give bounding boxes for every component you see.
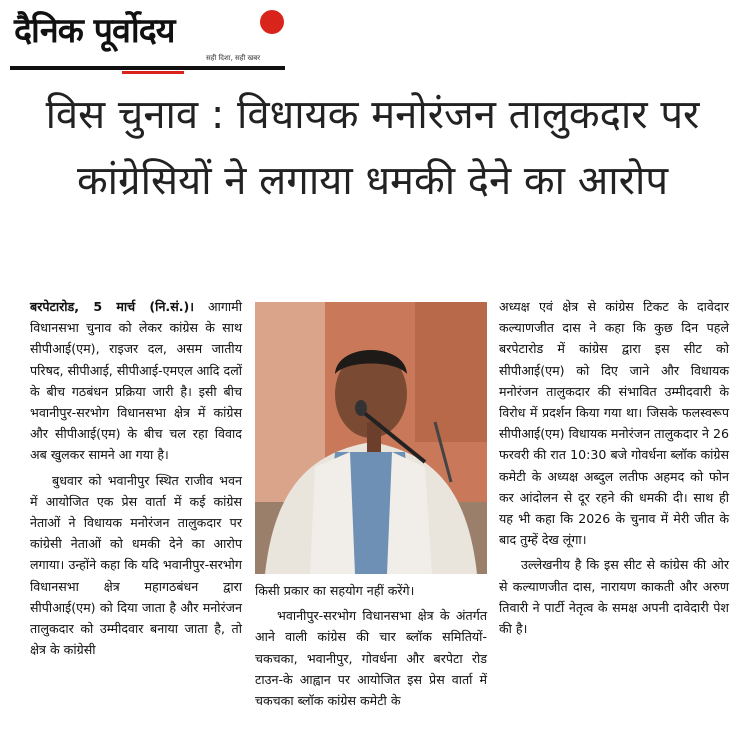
article-column-3 bbox=[499, 296, 729, 639]
article-column-2 bbox=[255, 580, 487, 711]
mla-speaking-photo bbox=[255, 302, 487, 574]
article-paragraph: बुधवार को भवानीपुर स्थित राजीव भवन में आयोजित एक प्रेस वार्ता में कई कांग्रेस नेताओं ने विधायक मनोरंजन तालुकदार पर कांग्रेसी नेताओं को धमकी देने का आरोप लगाया। उन्होंने कहा कि यदि भवानीपुर-सरभोग विधानसभा क्षेत्र महागठबंधन द्वारा सीपीआई(एम) को दिया जाता है और मनोरंजन तालुकदार को उम्मीदवार बनाया जाता है, तो क्षेत्र के कांग्रेसी bbox=[30, 472, 242, 658]
article-paragraph: किसी प्रकार का सहयोग नहीं करेंगे। bbox=[255, 583, 415, 598]
article-paragraph: अध्यक्ष एवं क्षेत्र से कांग्रेस टिकट के दावेदार कल्याणजीत दास ने कहा कि कुछ दिन पहले बरपेटारोड में कांग्रेस द्वारा इस सीट को सीपीआई(एम) को दिए जाने और विधायक मनोरंजन तालुकदार की संभावित उम्मीदवारी के विरोध में प्रदर्शन किया गया था। जिसके फलस्वरूप सीपीआई(एम) विधायक मनोरंजन तालुकदार ने 26 फरवरी की रात 10:30 बजे गोवर्धना ब्लॉक कांग्रेस कमेटी के अध्यक्ष अब्दुल लतीफ अहमद को फोन कर आंदोलन से दूर रहने की धमकी दी। साथ ही यह भी कहा कि 2026 के चुनाव में मेरी जीत के बाद तुम्हें देख लूंगा। bbox=[499, 299, 729, 548]
newspaper-title: दैनिक पूर्वोदय bbox=[14, 11, 175, 51]
article-paragraph: उल्लेखनीय है कि इस सीट से कांग्रेस की ओर से कल्याणजीत दास, नारायण काकती और अरुण तिवारी ने पार्टी नेतृत्व के समक्ष अपनी दावेदारी पेश की है। bbox=[499, 557, 729, 637]
newspaper-tagline: सही दिशा, सही खबर bbox=[206, 54, 261, 62]
article-photo bbox=[255, 302, 487, 574]
article-paragraph: भवानीपुर-सरभोग विधानसभा क्षेत्र के अंतर्गत आने वाली कांग्रेस की चार ब्लॉक समितियों-चकचका, भवानीपुर, गोवर्धना और बरपेटा रोड टाउन-के आह्वान पर आयोजित इस प्रेस वार्ता में चकचका ब्लॉक कांग्रेस कमेटी के bbox=[255, 608, 487, 709]
article-column-1 bbox=[30, 296, 242, 660]
sun-logo-icon bbox=[260, 10, 284, 34]
masthead bbox=[10, 4, 285, 74]
masthead-red-bar bbox=[122, 71, 184, 74]
dateline: बरपेटारोड, 5 मार्च (नि.सं.)। bbox=[30, 299, 195, 314]
article-paragraph: बरपेटारोड, 5 मार्च (नि.सं.)। आगामी विधानसभा चुनाव को लेकर कांग्रेस के साथ सीपीआई(एम), राइजर दल, असम जातीय परिषद, सीपीआई, सीपीआई-एमएल आदि दलों के बीच गठबंधन प्रक्रिया जारी है। इसी बीच भवानीपुर-सरभोग विधानसभा क्षेत्र में कांग्रेस और सीपीआई(एम) के बीच चल रहा विवाद अब खुलकर सामने आ गया है। bbox=[30, 299, 242, 463]
masthead-rule bbox=[10, 66, 285, 70]
headline: विस चुनाव : विधायक मनोरंजन तालुकदार पर कांग्रेसियों ने लगाया धमकी देने का आरोप bbox=[45, 92, 700, 204]
